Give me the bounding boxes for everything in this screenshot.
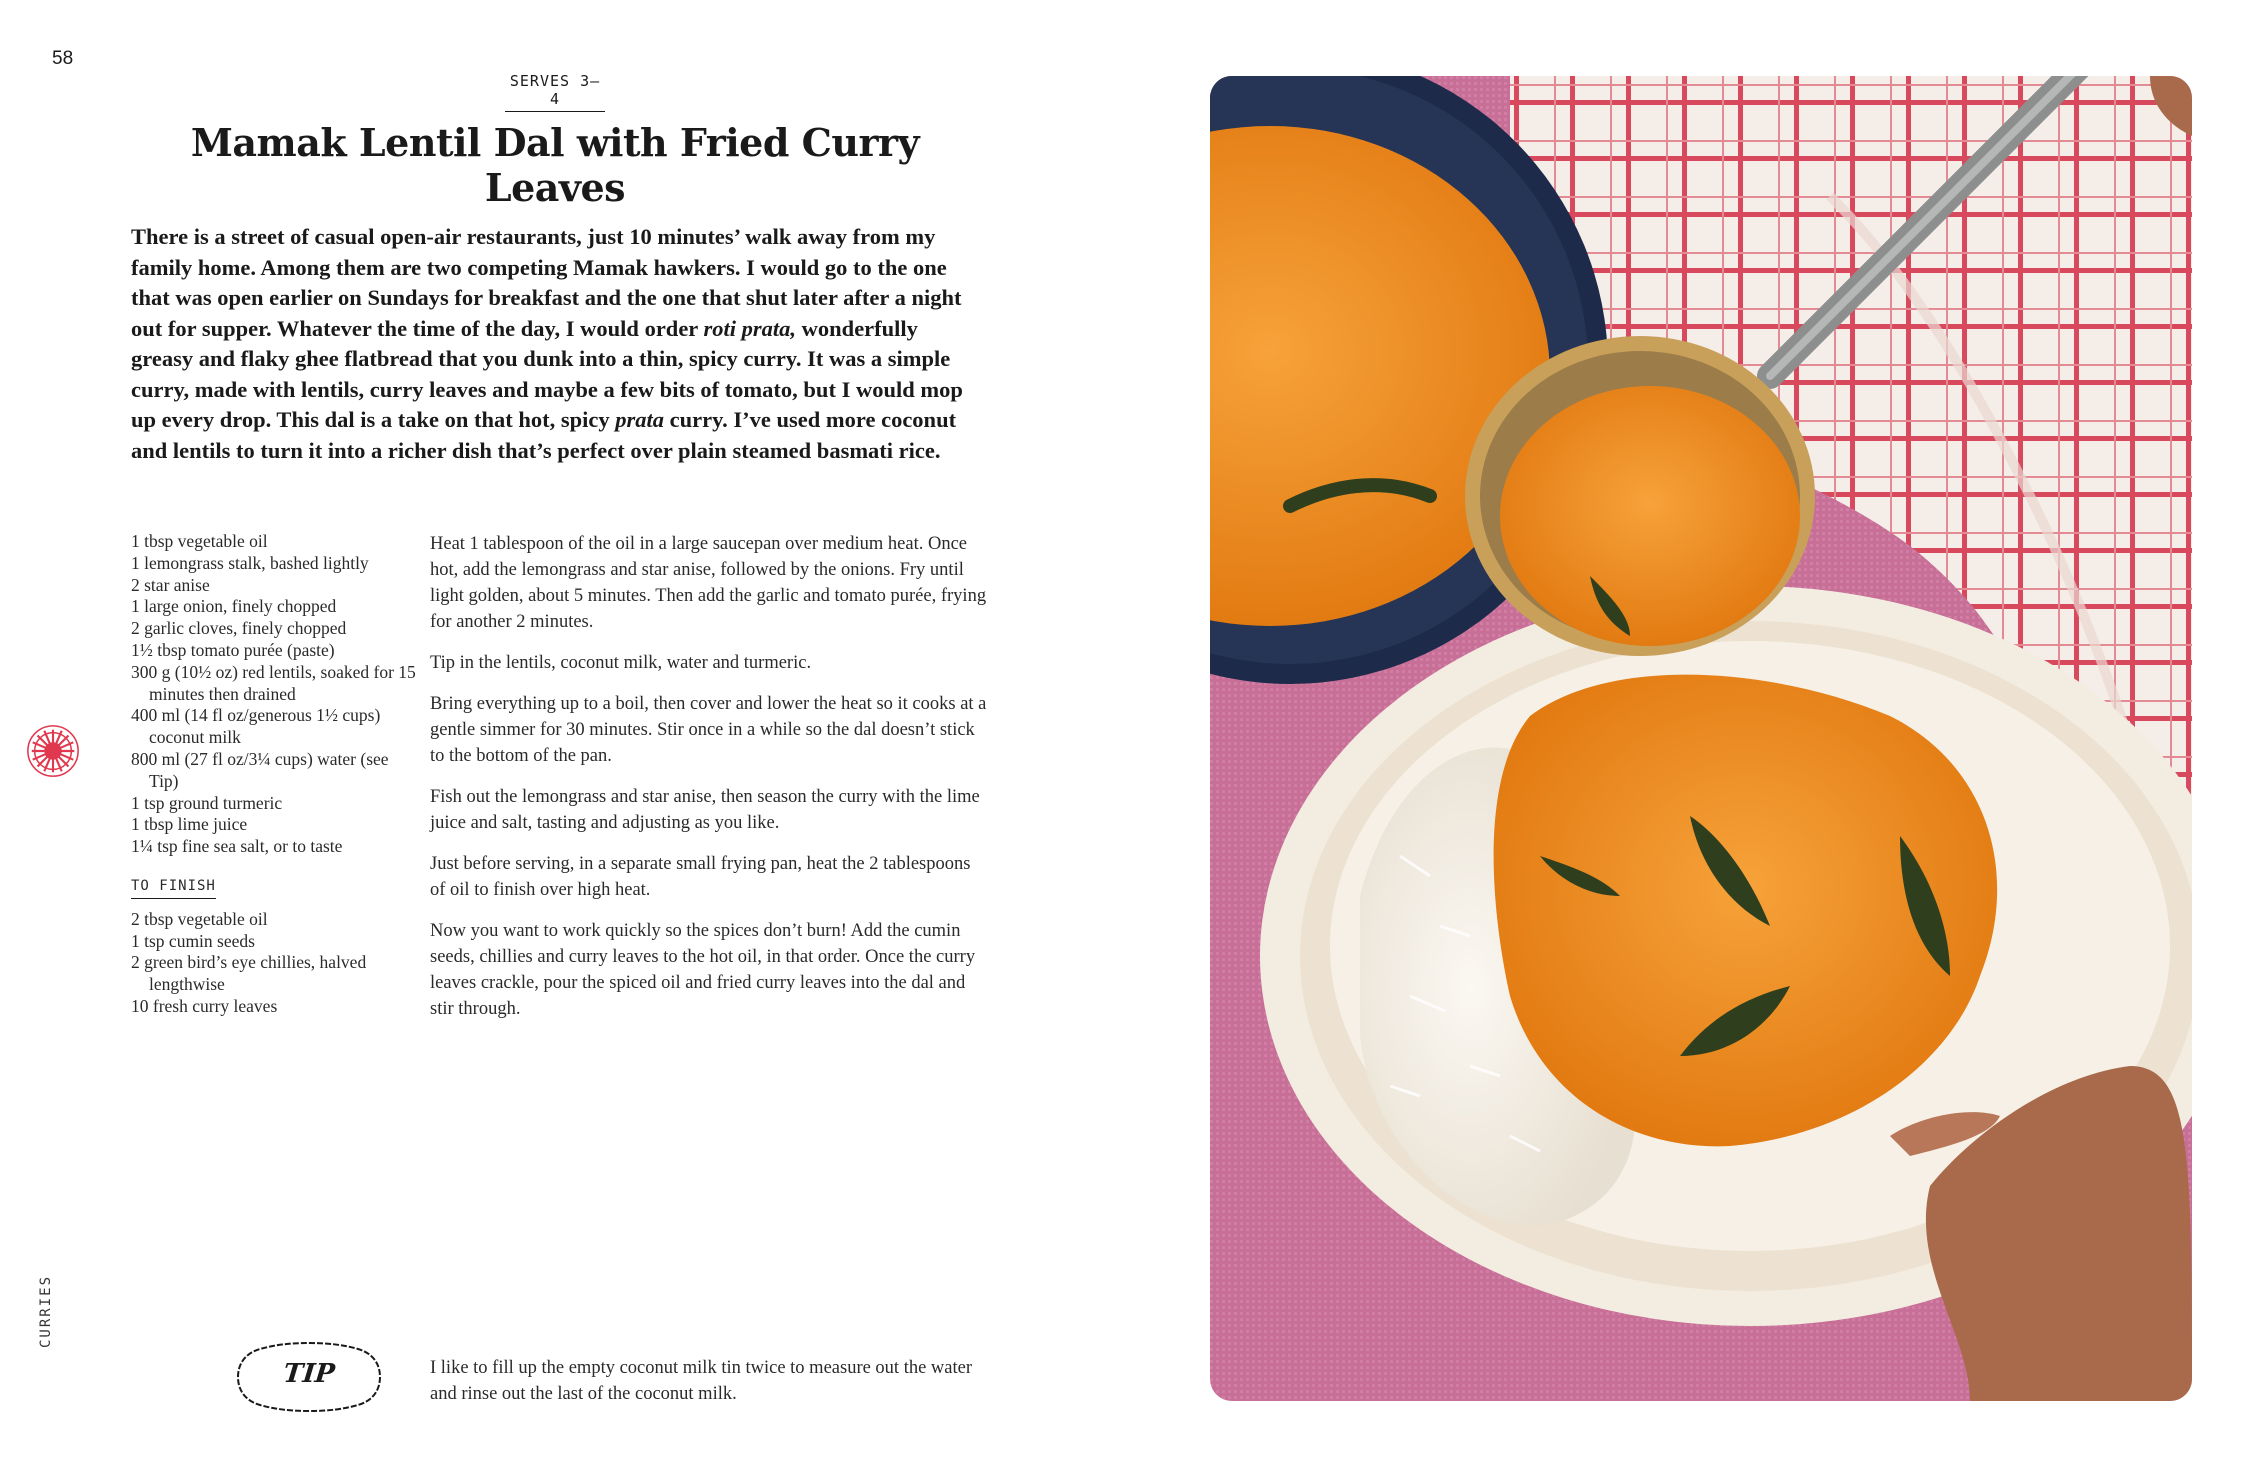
finish-ingredient-item: 1 tsp cumin seeds <box>131 930 255 951</box>
finish-heading: TO FINISH <box>131 876 216 899</box>
dal-photo <box>1210 76 2192 1401</box>
ingredient-item: 1 lemongrass stalk, bashed lightly <box>131 552 369 573</box>
ingredient-item: 2 garlic cloves, finely chopped <box>131 618 347 639</box>
intro-text: curry. I’ve used more coconut and lentils to turn it into a richer dish that’s perfect over plain steamed basmati rice. <box>131 407 957 463</box>
ingredient-item: 300 g (10½ oz) red lentils, soaked for 15 minutes then drained <box>131 661 416 704</box>
tip-label: TIP <box>281 1359 337 1389</box>
ingredient-item: 1 tsp ground turmeric <box>131 792 283 813</box>
method-step: Heat 1 tablespoon of the oil in a large saucepan over medium heat. Once hot, add the lemongrass and star anise, followed by the onions. Fry until light golden, about 5 minutes. Then add the garlic and tomato purée, frying for another 2 minutes. <box>430 534 987 632</box>
finish-ingredient-item: 10 fresh curry leaves <box>131 995 278 1016</box>
ingredient-item: 1 tbsp lime juice <box>131 814 248 835</box>
ingredient-item: 400 ml (14 fl oz/generous 1½ cups) coconut milk <box>131 705 381 748</box>
method-step: Now you want to work quickly so the spices don’t burn! Add the cumin seeds, chillies and curry leaves to the hot oil, in that order. Once the curry leaves crackle, pour the spiced oil and fried curry leaves into the dal and stir through. <box>430 921 976 1019</box>
method-step: Bring everything up to a boil, then cover and lower the heat so it cooks at a gentle simmer for 30 minutes. Stir once in a while so the dal doesn’t stick to the bottom of the pan. <box>430 694 987 766</box>
method-step: Tip in the lentils, coconut milk, water and turmeric. <box>430 653 812 673</box>
page-number: 58 <box>52 48 74 69</box>
tip-text: I like to fill up the empty coconut milk tin twice to measure out the water and rinse out the last of the coconut milk. <box>430 1358 973 1404</box>
intro-text: wonderfully greasy and flaky ghee flatbread that you dunk into a thin, spicy curry. It was a simple curry, made with lentils, curry leaves and maybe a few bits of tomato, but I would mop up every drop. This dal is a take on that hot, spicy <box>131 315 963 432</box>
intro-paragraph <box>131 222 981 466</box>
finish-ingredient-item: 2 green bird’s eye chillies, halved lengthwise <box>131 952 367 995</box>
ingredient-item: 1 large onion, finely chopped <box>131 596 337 617</box>
serves-label: SERVES 3–4 <box>505 72 605 112</box>
finish-ingredient-item: 2 tbsp vegetable oil <box>131 908 268 929</box>
recipe-title: Mamak Lentil Dal with Fried Curry Leaves <box>190 120 920 210</box>
method-steps <box>430 531 990 1037</box>
ingredient-item: 1¼ tsp fine sea salt, or to taste <box>131 836 343 857</box>
flower-icon <box>24 722 82 780</box>
method-step: Just before serving, in a separate small frying pan, heat the 2 tablespoons of oil to finish over high heat. <box>430 854 971 900</box>
ingredient-item: 2 star anise <box>131 574 210 595</box>
ingredient-item: 1 tbsp vegetable oil <box>131 531 268 551</box>
intro-italic-prata: prata <box>615 407 665 432</box>
intro-text: There is a street of casual open-air restaurants, just 10 minutes’ walk away from my family home. Among them are two competing Mamak hawkers. I would go to the one that was open earlier on Sundays for breakfast and the one that shut later after a night out for supper. Whatever the time of the day, I would order <box>131 224 962 341</box>
ingredient-item: 1½ tbsp tomato purée (paste) <box>131 639 335 660</box>
intro-italic-roti-prata: roti prata, <box>703 315 797 341</box>
method-step: Fish out the lemongrass and star anise, then season the curry with the lime juice and salt, tasting and adjusting as you like. <box>430 787 980 833</box>
section-label: CURRIES <box>38 1274 54 1348</box>
ingredients-list <box>131 531 421 1018</box>
dal-photo-illustration <box>1210 76 2192 1401</box>
ingredient-item: 800 ml (27 fl oz/3¼ cups) water (see Tip) <box>131 748 389 791</box>
